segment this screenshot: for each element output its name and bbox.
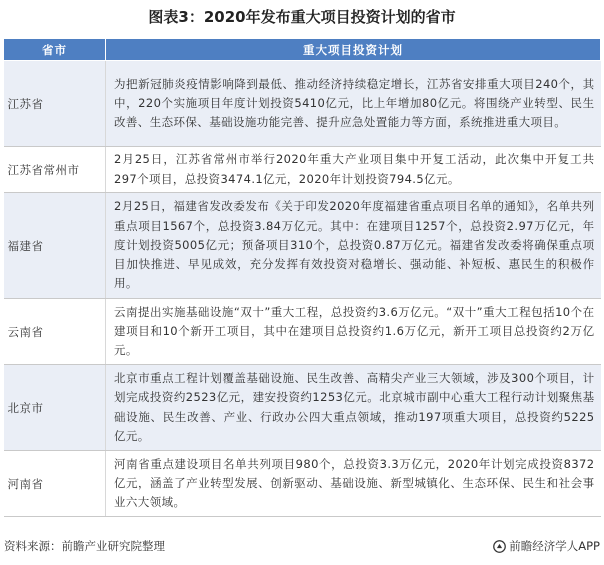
table-row	[4, 451, 601, 517]
province-cell: 河南省	[4, 451, 106, 517]
province-cell: 云南省	[4, 299, 106, 365]
province-cell: 江苏省常州市	[4, 147, 106, 193]
header-province: 省市	[4, 39, 106, 61]
table-row	[4, 147, 601, 193]
chart-title: 图表3：2020年发布重大项目投资计划的省市	[148, 8, 456, 26]
investment-plan-table	[3, 38, 601, 517]
header-plan: 重大项目投资计划	[106, 39, 601, 61]
table-row	[4, 299, 601, 365]
plan-cell: 北京市重点工程计划覆盖基础设施、民生改善、高精尖产业三大领域，涉及300个项目，计划完成投资约2523亿元，建安投资约1253亿元。北京城市副中心重大工程行动计划聚焦基础设施、民生改善、产业、行政办公四大重点领域，推动197项重大项目，总投资约5225亿元。	[106, 365, 601, 451]
brand-text: 前瞻经济学人APP	[509, 539, 600, 553]
plan-cell: 河南省重点建设项目名单共列项目980个，总投资3.3万亿元，2020年计划完成投资8372亿元，涵盖了产业转型发展、创新驱动、基础设施、新型城镇化、生态环保、民生和社会事业六大领域。	[106, 451, 601, 517]
table-row	[4, 365, 601, 451]
table-header-row	[4, 39, 601, 61]
plan-cell: 2月25日，江苏省常州市举行2020年重大产业项目集中开复工活动，此次集中开复工共297个项目，总投资3474.1亿元，2020年计划投资794.5亿元。	[106, 147, 601, 193]
province-cell: 北京市	[4, 365, 106, 451]
brand-label	[493, 538, 600, 554]
plan-cell: 2月25日，福建省发改委发布《关于印发2020年度福建省重点项目名单的通知》，名单共列重点项目1567个，总投资3.84万亿元。其中：在建项目1257个，总投资2.97万亿元，年度计划投资5005亿元；预备项目310个，总投资0.87万亿元。福建省发改委将确保重点项目加快推进、早见成效，充分发挥有效投资对稳增长、强动能、补短板、惠民生的积极作用。	[106, 193, 601, 299]
province-cell: 福建省	[4, 193, 106, 299]
footer	[0, 538, 604, 558]
qianzhan-logo-icon	[493, 540, 506, 553]
province-cell: 江苏省	[4, 61, 106, 147]
source-note: 资料来源：前瞻产业研究院整理	[4, 539, 165, 553]
table-row	[4, 193, 601, 299]
table-row	[4, 61, 601, 147]
plan-cell: 为把新冠肺炎疫情影响降到最低、推动经济持续稳定增长，江苏省安排重大项目240个，其中，220个实施项目年度计划投资5410亿元，比上年增加80亿元。将围绕产业转型、民生改善、生态环保、基础设施功能完善、提升应急处置能力等方面，系统推进重大项目。	[106, 61, 601, 147]
plan-cell: 云南提出实施基础设施“双十”重大工程，总投资约3.6万亿元。“双十”重大工程包括10个在建项目和10个新开工项目，其中在建项目总投资约1.6万亿元，新开工项目总投资约2万亿元。	[106, 299, 601, 365]
